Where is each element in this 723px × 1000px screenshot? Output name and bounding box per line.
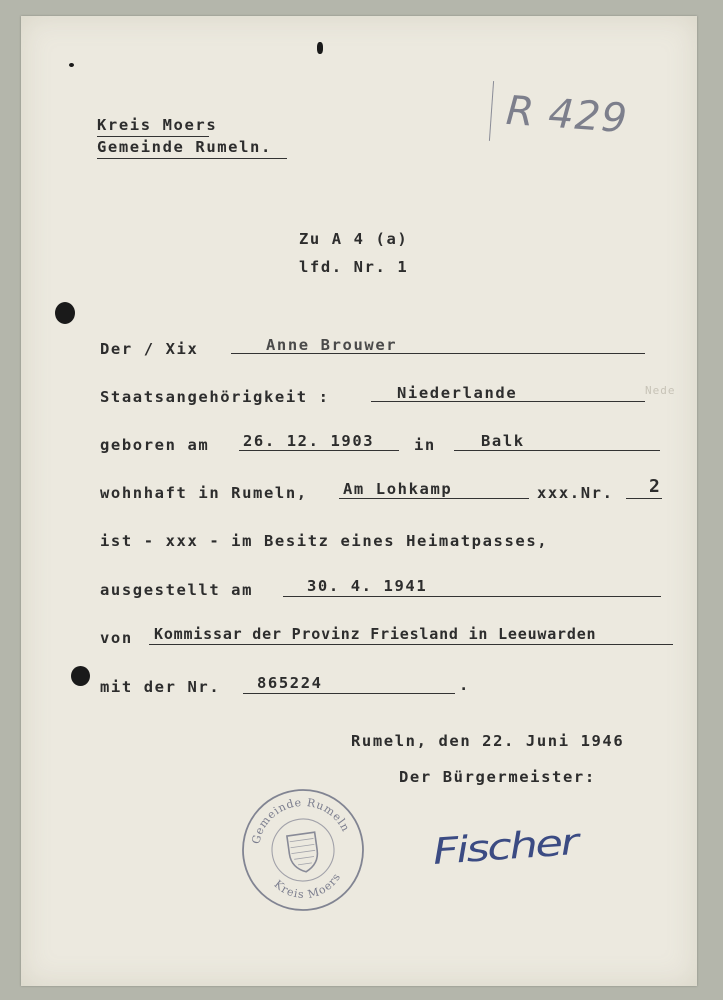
house-number-value: 2 [649,476,662,497]
mayor-signature: Fischer [431,822,578,873]
header-district: Kreis Moers [97,116,218,134]
resident-label: wohnhaft in Rumeln, [100,484,308,502]
passport-number-line [243,693,455,694]
birth-place-value: Balk [481,432,525,450]
house-number-line [626,498,662,499]
stamp-inner-ring [268,815,338,885]
stamp-bottom-text: Kreis Moers [271,870,344,902]
archive-mark: R 429 [504,87,630,143]
header-municipality-underline [97,158,287,159]
street-value: Am Lohkamp [343,480,453,498]
nationality-ghost: Nede [645,384,676,397]
issue-date-value: 30. 4. 1941 [307,577,428,595]
ink-speck [317,42,323,54]
der-label: Der / Xix [100,340,199,358]
birth-date-line [239,450,399,451]
name-line [231,353,645,354]
place-date: Rumeln, den 22. Juni 1946 [351,732,625,750]
nationality-label: Staatsangehörigkeit : [100,388,330,406]
punch-hole-top [55,302,75,324]
issued-label: ausgestellt am [100,581,254,599]
coat-of-arms-hatching [290,838,317,865]
document-page [21,16,697,986]
nationality-line [371,401,645,402]
reference-line-2: lfd. Nr. 1 [299,258,409,276]
reference-line-1: Zu A 4 (a) [299,230,409,248]
authority-value: Kommissar der Provinz Friesland in Leeuwarden [154,625,597,643]
punch-hole-bottom [71,666,90,686]
street-line [339,498,529,499]
closing-period: . [459,676,470,694]
ink-speck [69,63,74,67]
authority-line [149,644,673,645]
passport-number-value: 865224 [257,674,323,692]
issue-date-line [283,596,661,597]
house-number-label: xxx.Nr. [537,484,614,502]
pencil-stroke [489,81,495,141]
nationality-value: Niederlande [397,384,518,402]
stamp-top-text: Gemeinde Rumeln [249,795,353,846]
coat-of-arms-icon [287,832,320,874]
signatory-title: Der Bürgermeister: [399,768,596,786]
birth-place-line [454,450,660,451]
name-value: Anne Brouwer [266,336,398,354]
number-label: mit der Nr. [100,678,221,696]
official-stamp [231,778,376,923]
header-municipality: Gemeinde Rumeln. [97,138,272,156]
born-label: geboren am [100,436,210,454]
by-label: von [100,629,133,647]
birth-date-value: 26. 12. 1903 [243,432,375,450]
header-district-underline [97,136,209,137]
in-label: in [414,436,436,454]
status-line: ist - xxx - im Besitz eines Heimatpasses, [100,532,549,550]
